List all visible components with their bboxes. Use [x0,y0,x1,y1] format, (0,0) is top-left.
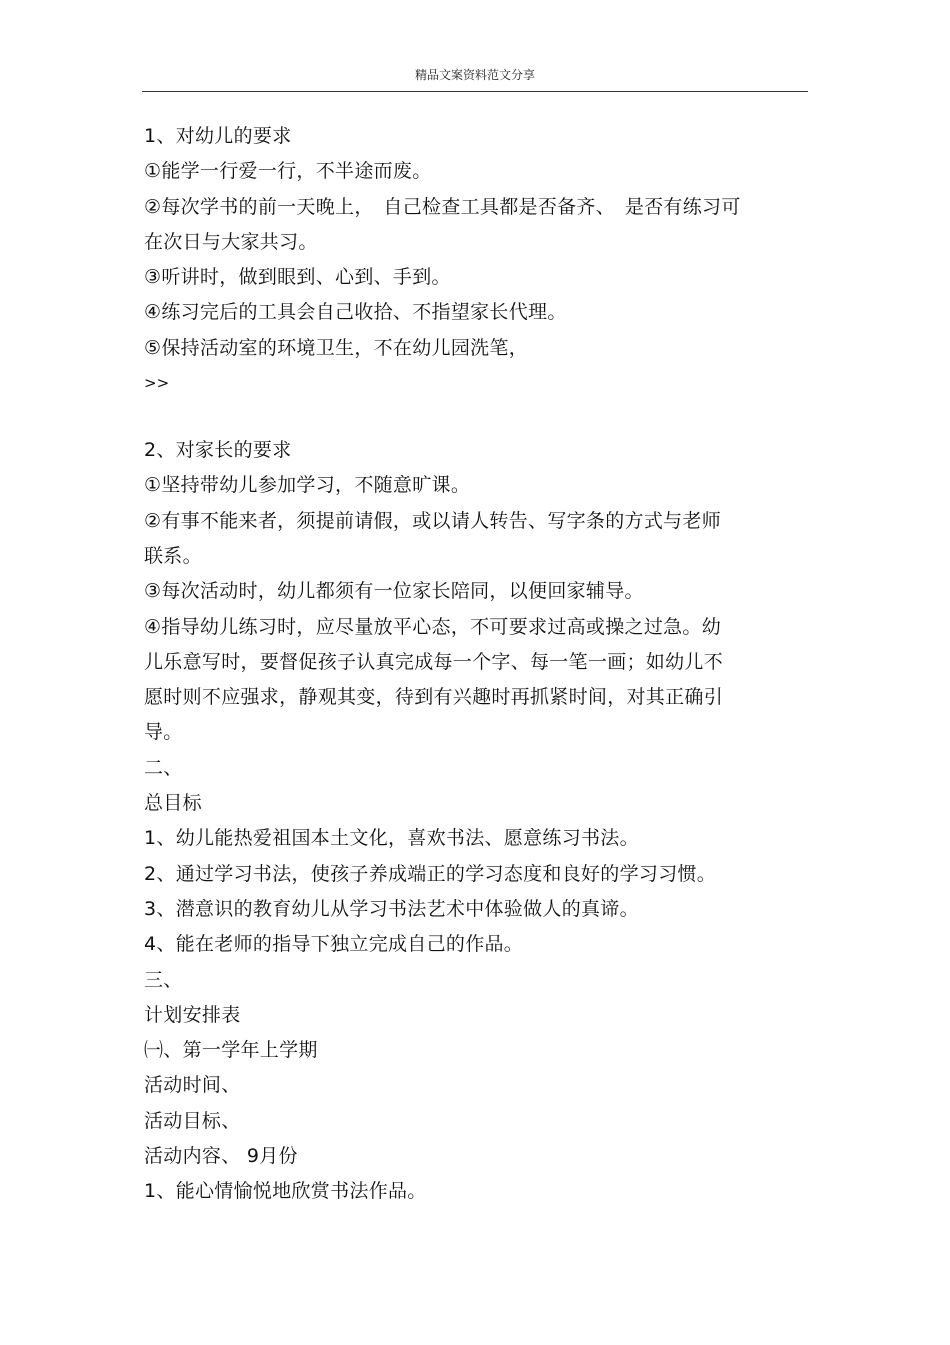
schedule-line: 活动内容、 9月份 [144,1145,298,1168]
schedule-line: 活动时间、 [144,1074,241,1097]
paragraph-line: 在次日与大家共习。 [144,230,318,253]
paragraph-line: 联系。 [144,544,202,567]
continuation-marker: >> [144,374,170,393]
paragraph-line: ②每次学书的前一天晚上， 自己检查工具都是否备齐、 是否有练习可 [144,195,741,218]
goal-item: 3、潜意识的教育幼儿从学习书法艺术中体验做人的真谛。 [144,897,639,920]
paragraph-line: ③每次活动时，幼儿都须有一位家长陪同，以便回家辅导。 [144,580,644,603]
subsection-heading: ㈠、第一学年上学期 [144,1039,318,1062]
section-heading-schedule: 计划安排表 [144,1003,241,1026]
paragraph-line: 儿乐意写时，要督促孩子认真完成每一个字、每一笔一画；如幼儿不 [144,650,724,673]
header-divider [142,91,808,92]
section-heading-overall-goals: 总目标 [144,792,202,815]
section-heading-children-requirements: 1、对幼儿的要求 [144,125,292,147]
goal-item: 4、能在老师的指导下独立完成自己的作品。 [144,933,524,956]
paragraph-line: 愿时则不应强求，静观其变，待到有兴趣时再抓紧时间，对其正确引 [144,686,724,709]
schedule-line: 活动目标、 [144,1109,241,1132]
goal-item: 2、通过学习书法，使孩子养成端正的学习态度和良好的学习习惯。 [144,862,717,885]
paragraph-line: ④指导幼儿练习时，应尽量放平心态，不可要求过高或操之过急。幼 [144,615,722,638]
paragraph-line: ③听讲时，做到眼到、心到、手到。 [144,266,451,289]
section-number: 二、 [144,756,183,779]
paragraph-line: ①坚持带幼儿参加学习，不随意旷课。 [144,474,471,497]
paragraph-line: ④练习完后的工具会自己收拾、不指望家长代理。 [144,301,567,324]
document-body [144,119,784,1210]
paragraph-line: ①能学一行爱一行，不半途而废。 [144,160,432,183]
blank-gap [144,401,784,433]
paragraph-line: 导。 [144,721,183,744]
goal-item: 1、幼儿能热爱祖国本土文化，喜欢书法、愿意练习书法。 [144,827,639,850]
paragraph-line: ⑤保持活动室的环境卫生，不在幼儿园洗笔， [144,336,529,359]
schedule-line: 1、能心情愉悦地欣赏书法作品。 [144,1180,427,1203]
section-heading-parent-requirements: 2、对家长的要求 [144,439,292,462]
paragraph-line: ②有事不能来者，须提前请假，或以请人转告、写字条的方式与老师 [144,509,722,532]
section-number: 三、 [144,968,183,991]
page-header-title: 精品文案资料范文分享 [414,68,535,82]
